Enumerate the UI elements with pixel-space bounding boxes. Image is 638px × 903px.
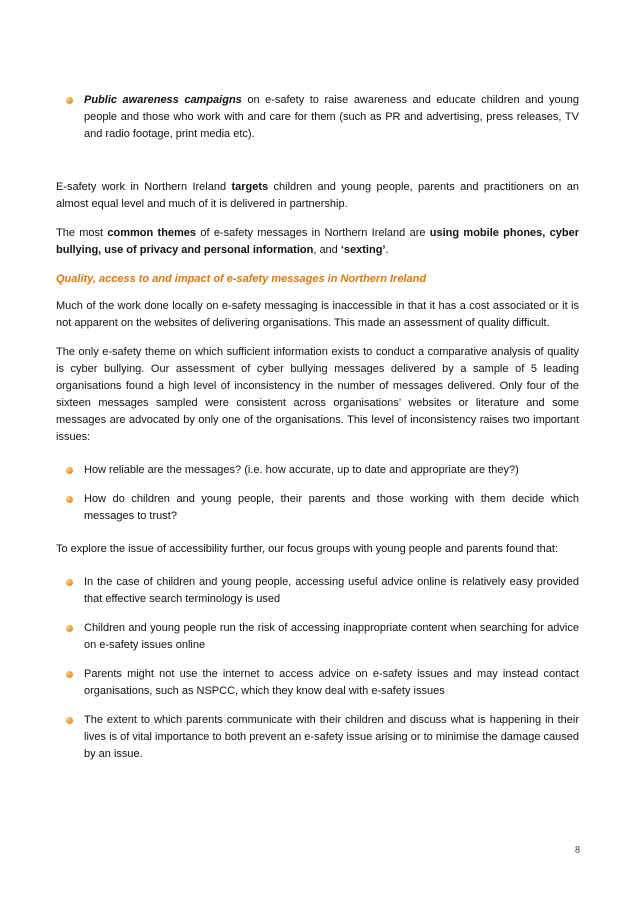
- list-item: [56, 620, 579, 654]
- bullet-text: Children and young people run the risk of accessing inappropriate content when searching for advice on e-safety issues online: [84, 622, 579, 651]
- text-span: .: [385, 244, 389, 256]
- list-item: [56, 712, 579, 763]
- findings-list: [56, 574, 579, 763]
- list-item: [56, 491, 579, 525]
- intro-bullet-list: [56, 92, 579, 143]
- bullet-icon: [66, 717, 73, 724]
- paragraph-targets: [56, 179, 579, 213]
- paragraph-focus-groups: To explore the issue of accessibility further, our focus groups with young people and parents found that:: [56, 543, 559, 555]
- text-span: of e-safety messages in Northern Ireland are: [196, 227, 430, 239]
- list-item: [56, 462, 579, 479]
- text-span: children and young people, parents and practitioners on an almost equal level and much of it is delivered in partnership.: [56, 181, 579, 210]
- bullet-text: Parents might not use the internet to access advice on e-safety issues and may instead contact organisations, such as NSPCC, which they know deal with e-safety issues: [84, 668, 579, 697]
- bold-text: common themes: [107, 227, 197, 239]
- text-span: E-safety work in Northern Ireland: [56, 181, 232, 193]
- section-heading: Quality, access to and impact of e-safety messages in Northern Ireland: [56, 273, 427, 285]
- bold-text: ‘sexting’: [340, 244, 386, 256]
- bullet-icon: [66, 579, 73, 586]
- bullet-icon: [66, 467, 73, 474]
- list-item: [56, 574, 579, 608]
- page-number: 8: [575, 845, 580, 856]
- bullet-text: on e-safety to raise awareness and educate children and young people and those who work with and care for them (such as PR and advertising, press releases, TV and radio footage, print media etc).: [84, 94, 579, 140]
- paragraph-access: Much of the work done locally on e-safety messaging is inaccessible in that it has a cost associated or it is not apparent on the websites of delivering organisations. This made an assessment of quality difficult.: [56, 300, 579, 329]
- bullet-text: How reliable are the messages? (i.e. how accurate, up to date and appropriate are they?): [84, 464, 519, 476]
- issues-list: [56, 462, 579, 525]
- page-content: [56, 92, 579, 763]
- text-span: The most: [56, 227, 108, 239]
- bullet-icon: [66, 625, 73, 632]
- bullet-icon: [66, 496, 73, 503]
- paragraph-themes: [56, 225, 579, 259]
- paragraph-cyberbullying: The only e-safety theme on which sufficient information exists to conduct a comparative analysis of quality is cyber bullying. Our assessment of cyber bullying messages delivered by a sample of 5 leading organisations found a high level of inconsistency in the number of messages delivered. Only four of the sixteen messages sampled were consistent across organisations’ websites or literature and some messages are advocated by only one of the organisations. This level of inconsistency raises two important issues:: [56, 346, 579, 443]
- bullet-text: The extent to which parents communicate with their children and discuss what is happening in their lives is of vital importance to both prevent an e-safety issue arising or to minimise the damage caused by an issue.: [84, 714, 579, 760]
- list-item: [56, 666, 579, 700]
- bold-italic-text: Public awareness campaigns: [84, 94, 242, 106]
- bold-text: using mobile phones, cyber bullying, use of privacy and personal information: [56, 227, 579, 256]
- bullet-text: In the case of children and young people, accessing useful advice online is relatively easy provided that effective search terminology is used: [84, 576, 579, 605]
- bold-text: targets: [231, 181, 269, 193]
- bullet-text: How do children and young people, their parents and those working with them decide which messages to trust?: [84, 493, 579, 522]
- bullet-icon: [66, 671, 73, 678]
- list-item: [56, 92, 579, 143]
- bullet-icon: [66, 97, 73, 104]
- text-span: , and: [313, 244, 341, 256]
